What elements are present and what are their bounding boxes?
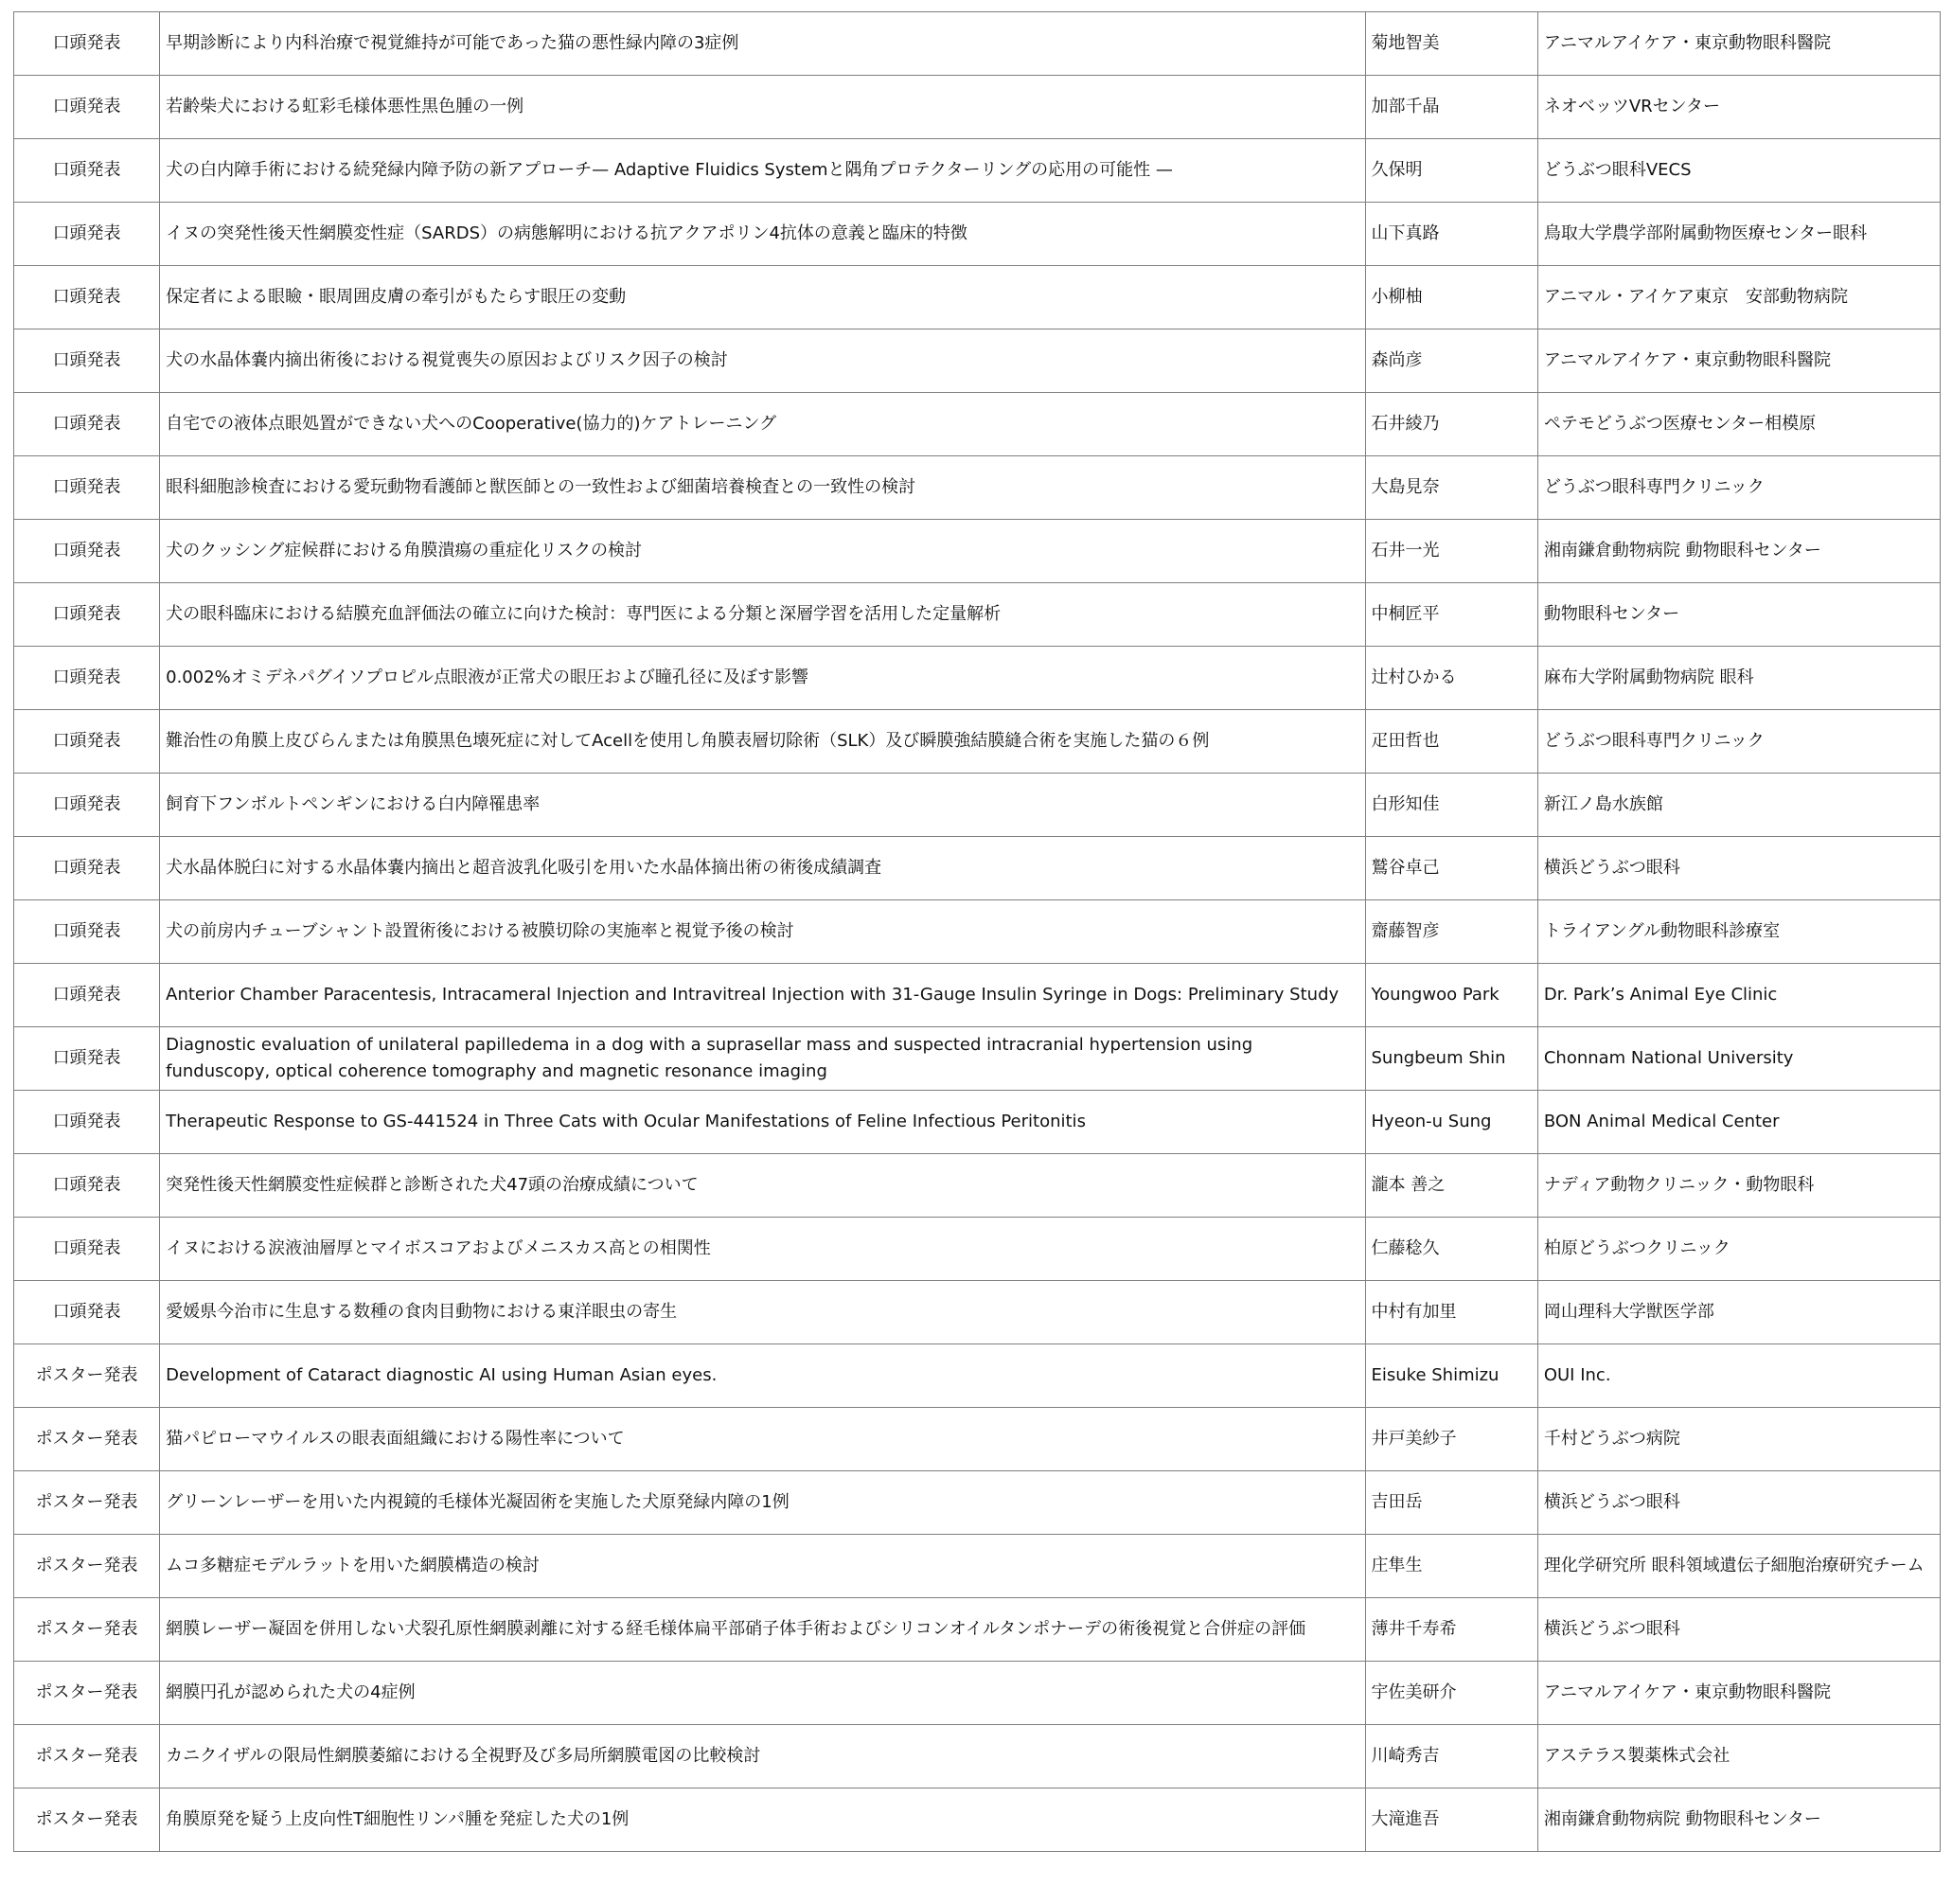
presenter-name-cell: 仁藤稔久 xyxy=(1365,1218,1537,1281)
presenter-name-cell: 薄井千寿希 xyxy=(1365,1598,1537,1662)
presenter-name-cell: 辻村ひかる xyxy=(1365,647,1537,710)
presentation-title-cell: 愛媛県今治市に生息する数種の食肉目動物における東洋眼虫の寄生 xyxy=(160,1281,1365,1344)
presentation-type-cell: 口頭発表 xyxy=(14,520,160,583)
table-row xyxy=(14,76,1941,139)
presentation-type-cell: 口頭発表 xyxy=(14,203,160,266)
table-row xyxy=(14,647,1941,710)
presentation-type-cell: 口頭発表 xyxy=(14,583,160,647)
presentation-title-cell: 角膜原発を疑う上皮向性T細胞性リンパ腫を発症した犬の1例 xyxy=(160,1788,1365,1852)
table-row xyxy=(14,1027,1941,1091)
presenter-name-cell: Hyeon-u Sung xyxy=(1365,1091,1537,1154)
presentation-title-cell: 犬の眼科臨床における結膜充血評価法の確立に向けた検討：専門医による分類と深層学習を活用した定量解析 xyxy=(160,583,1365,647)
presentation-title-cell: イヌにおける涙液油層厚とマイボスコアおよびメニスカス高との相関性 xyxy=(160,1218,1365,1281)
affiliation-cell: 横浜どうぶつ眼科 xyxy=(1537,1598,1940,1662)
table-row xyxy=(14,710,1941,774)
presenter-name-cell: Eisuke Shimizu xyxy=(1365,1344,1537,1408)
presenter-name-cell: 大島見奈 xyxy=(1365,456,1537,520)
presentation-title-cell: Diagnostic evaluation of unilateral papilledema in a dog with a suprasellar mass and suspected intracranial hypertension using funduscopy, optical coherence tomography and magnetic resonance imaging xyxy=(160,1027,1365,1091)
affiliation-cell: どうぶつ眼科専門クリニック xyxy=(1537,710,1940,774)
presentation-title-cell: 若齢柴犬における虹彩毛様体悪性黒色腫の一例 xyxy=(160,76,1365,139)
presentation-type-cell: 口頭発表 xyxy=(14,1281,160,1344)
presenter-name-cell: 井戸美紗子 xyxy=(1365,1408,1537,1471)
table-row xyxy=(14,203,1941,266)
presenter-name-cell: 白形知佳 xyxy=(1365,774,1537,837)
affiliation-cell: 理化学研究所 眼科領域遺伝子細胞治療研究チーム xyxy=(1537,1535,1940,1598)
presentation-type-cell: 口頭発表 xyxy=(14,1154,160,1218)
presentation-type-cell: 口頭発表 xyxy=(14,774,160,837)
presentation-title-cell: 早期診断により内科治療で視覚維持が可能であった猫の悪性緑内障の3症例 xyxy=(160,12,1365,76)
presentation-title-cell: Anterior Chamber Paracentesis, Intracameral Injection and Intravitreal Injection with 31-Gauge Insulin Syringe in Dogs: Preliminary Study xyxy=(160,964,1365,1027)
presentation-title-cell: 保定者による眼瞼・眼周囲皮膚の牽引がもたらす眼圧の変動 xyxy=(160,266,1365,329)
presenter-name-cell: 大滝進吾 xyxy=(1365,1788,1537,1852)
table-row xyxy=(14,1662,1941,1725)
presentation-type-cell: ポスター発表 xyxy=(14,1471,160,1535)
table-row xyxy=(14,329,1941,393)
table-row xyxy=(14,1788,1941,1852)
table-row xyxy=(14,12,1941,76)
affiliation-cell: 新江ノ島水族館 xyxy=(1537,774,1940,837)
table-row xyxy=(14,520,1941,583)
table-row xyxy=(14,1471,1941,1535)
presentation-type-cell: 口頭発表 xyxy=(14,837,160,900)
presentation-type-cell: ポスター発表 xyxy=(14,1408,160,1471)
presentation-type-cell: ポスター発表 xyxy=(14,1535,160,1598)
presenter-name-cell: 齋藤智彦 xyxy=(1365,900,1537,964)
affiliation-cell: アニマルアイケア・東京動物眼科醫院 xyxy=(1537,329,1940,393)
table-row xyxy=(14,964,1941,1027)
table-row xyxy=(14,1408,1941,1471)
affiliation-cell: 横浜どうぶつ眼科 xyxy=(1537,837,1940,900)
presenter-name-cell: 疋田哲也 xyxy=(1365,710,1537,774)
presentation-type-cell: 口頭発表 xyxy=(14,139,160,203)
presentation-title-cell: 突発性後天性網膜変性症候群と診断された犬47頭の治療成績について xyxy=(160,1154,1365,1218)
presentation-title-cell: 犬の水晶体嚢内摘出術後における視覚喪失の原因およびリスク因子の検討 xyxy=(160,329,1365,393)
presentation-type-cell: 口頭発表 xyxy=(14,964,160,1027)
presentation-title-cell: グリーンレーザーを用いた内視鏡的毛様体光凝固術を実施した犬原発緑内障の1例 xyxy=(160,1471,1365,1535)
presenter-name-cell: 山下真路 xyxy=(1365,203,1537,266)
presenter-name-cell: Youngwoo Park xyxy=(1365,964,1537,1027)
presentation-type-cell: 口頭発表 xyxy=(14,647,160,710)
presenter-name-cell: 加部千晶 xyxy=(1365,76,1537,139)
presentation-title-cell: 猫パピローマウイルスの眼表面組織における陽性率について xyxy=(160,1408,1365,1471)
affiliation-cell: どうぶつ眼科VECS xyxy=(1537,139,1940,203)
presentation-table-body xyxy=(14,12,1941,1852)
presenter-name-cell: Sungbeum Shin xyxy=(1365,1027,1537,1091)
presenter-name-cell: 川崎秀吉 xyxy=(1365,1725,1537,1788)
presentation-type-cell: 口頭発表 xyxy=(14,393,160,456)
presentation-title-cell: 犬の白内障手術における続発緑内障予防の新アプローチ— Adaptive Fluidics Systemと隅角プロテクターリングの応用の可能性 — xyxy=(160,139,1365,203)
affiliation-cell: アニマル・アイケア東京 安部動物病院 xyxy=(1537,266,1940,329)
presentation-title-cell: 自宅での液体点眼処置ができない犬へのCooperative(協力的)ケアトレーニング xyxy=(160,393,1365,456)
table-row xyxy=(14,1091,1941,1154)
presenter-name-cell: 中桐匠平 xyxy=(1365,583,1537,647)
affiliation-cell: アステラス製薬株式会社 xyxy=(1537,1725,1940,1788)
affiliation-cell: 横浜どうぶつ眼科 xyxy=(1537,1471,1940,1535)
presentation-type-cell: 口頭発表 xyxy=(14,266,160,329)
presentation-type-cell: 口頭発表 xyxy=(14,1218,160,1281)
presentation-title-cell: 難治性の角膜上皮びらんまたは角膜黒色壊死症に対してAcellを使用し角膜表層切除術（SLK）及び瞬膜強結膜縫合術を実施した猫の６例 xyxy=(160,710,1365,774)
presenter-name-cell: 菊地智美 xyxy=(1365,12,1537,76)
presenter-name-cell: 吉田岳 xyxy=(1365,1471,1537,1535)
affiliation-cell: 千村どうぶつ病院 xyxy=(1537,1408,1940,1471)
affiliation-cell: 柏原どうぶつクリニック xyxy=(1537,1218,1940,1281)
presentation-type-cell: ポスター発表 xyxy=(14,1725,160,1788)
affiliation-cell: ナディア動物クリニック・動物眼科 xyxy=(1537,1154,1940,1218)
presentation-type-cell: ポスター発表 xyxy=(14,1344,160,1408)
presenter-name-cell: 森尚彦 xyxy=(1365,329,1537,393)
table-row xyxy=(14,1154,1941,1218)
presentation-title-cell: 網膜円孔が認められた犬の4症例 xyxy=(160,1662,1365,1725)
table-row xyxy=(14,393,1941,456)
table-row xyxy=(14,1598,1941,1662)
presentation-type-cell: 口頭発表 xyxy=(14,12,160,76)
presentation-type-cell: ポスター発表 xyxy=(14,1598,160,1662)
affiliation-cell: 湘南鎌倉動物病院 動物眼科センター xyxy=(1537,520,1940,583)
presenter-name-cell: 庄隼生 xyxy=(1365,1535,1537,1598)
presentation-title-cell: 網膜レーザー凝固を併用しない犬裂孔原性網膜剥離に対する経毛様体扁平部硝子体手術およびシリコンオイルタンポナーデの術後視覚と合併症の評価 xyxy=(160,1598,1365,1662)
table-row xyxy=(14,1218,1941,1281)
presentation-title-cell: 0.002%オミデネパグイソプロピル点眼液が正常犬の眼圧および瞳孔径に及ぼす影響 xyxy=(160,647,1365,710)
presentation-title-cell: ムコ多糖症モデルラットを用いた網膜構造の検討 xyxy=(160,1535,1365,1598)
presentation-title-cell: 飼育下フンボルトペンギンにおける白内障罹患率 xyxy=(160,774,1365,837)
presentation-title-cell: イヌの突発性後天性網膜変性症（SARDS）の病態解明における抗アクアポリン4抗体の意義と臨床的特徴 xyxy=(160,203,1365,266)
presentation-type-cell: 口頭発表 xyxy=(14,456,160,520)
presentation-title-cell: カニクイザルの限局性網膜萎縮における全視野及び多局所網膜電図の比較検討 xyxy=(160,1725,1365,1788)
presentation-type-cell: 口頭発表 xyxy=(14,900,160,964)
affiliation-cell: どうぶつ眼科専門クリニック xyxy=(1537,456,1940,520)
affiliation-cell: BON Animal Medical Center xyxy=(1537,1091,1940,1154)
presenter-name-cell: 鷲谷卓己 xyxy=(1365,837,1537,900)
table-row xyxy=(14,774,1941,837)
presentation-type-cell: ポスター発表 xyxy=(14,1788,160,1852)
presentation-table xyxy=(13,11,1941,1852)
presentation-title-cell: 犬水晶体脱臼に対する水晶体嚢内摘出と超音波乳化吸引を用いた水晶体摘出術の術後成績調査 xyxy=(160,837,1365,900)
affiliation-cell: 鳥取大学農学部附属動物医療センター眼科 xyxy=(1537,203,1940,266)
presentation-type-cell: 口頭発表 xyxy=(14,1027,160,1091)
affiliation-cell: 動物眼科センター xyxy=(1537,583,1940,647)
affiliation-cell: Chonnam National University xyxy=(1537,1027,1940,1091)
affiliation-cell: Dr. Park’s Animal Eye Clinic xyxy=(1537,964,1940,1027)
presenter-name-cell: 宇佐美研介 xyxy=(1365,1662,1537,1725)
affiliation-cell: 麻布大学附属動物病院 眼科 xyxy=(1537,647,1940,710)
affiliation-cell: 湘南鎌倉動物病院 動物眼科センター xyxy=(1537,1788,1940,1852)
affiliation-cell: トライアングル動物眼科診療室 xyxy=(1537,900,1940,964)
table-row xyxy=(14,583,1941,647)
table-row xyxy=(14,266,1941,329)
presentation-title-cell: 眼科細胞診検査における愛玩動物看護師と獣医師との一致性および細菌培養検査との一致性の検討 xyxy=(160,456,1365,520)
presenter-name-cell: 石井綾乃 xyxy=(1365,393,1537,456)
presentation-title-cell: Development of Cataract diagnostic AI using Human Asian eyes. xyxy=(160,1344,1365,1408)
table-row xyxy=(14,1344,1941,1408)
presentation-type-cell: 口頭発表 xyxy=(14,76,160,139)
presenter-name-cell: 小柳柚 xyxy=(1365,266,1537,329)
affiliation-cell: 岡山理科大学獣医学部 xyxy=(1537,1281,1940,1344)
table-row xyxy=(14,1535,1941,1598)
table-row xyxy=(14,139,1941,203)
table-row xyxy=(14,837,1941,900)
presenter-name-cell: 久保明 xyxy=(1365,139,1537,203)
presentation-type-cell: 口頭発表 xyxy=(14,1091,160,1154)
presentation-type-cell: ポスター発表 xyxy=(14,1662,160,1725)
presentation-title-cell: 犬の前房内チューブシャント設置術後における被膜切除の実施率と視覚予後の検討 xyxy=(160,900,1365,964)
table-row xyxy=(14,1281,1941,1344)
presentation-type-cell: 口頭発表 xyxy=(14,710,160,774)
affiliation-cell: アニマルアイケア・東京動物眼科醫院 xyxy=(1537,1662,1940,1725)
affiliation-cell: ネオベッツVRセンター xyxy=(1537,76,1940,139)
affiliation-cell: アニマルアイケア・東京動物眼科醫院 xyxy=(1537,12,1940,76)
presenter-name-cell: 中村有加里 xyxy=(1365,1281,1537,1344)
table-row xyxy=(14,900,1941,964)
presentation-title-cell: 犬のクッシング症候群における角膜潰瘍の重症化リスクの検討 xyxy=(160,520,1365,583)
affiliation-cell: OUI Inc. xyxy=(1537,1344,1940,1408)
presentation-title-cell: Therapeutic Response to GS-441524 in Three Cats with Ocular Manifestations of Feline Infectious Peritonitis xyxy=(160,1091,1365,1154)
table-row xyxy=(14,456,1941,520)
table-row xyxy=(14,1725,1941,1788)
presenter-name-cell: 瀧本 善之 xyxy=(1365,1154,1537,1218)
presentation-type-cell: 口頭発表 xyxy=(14,329,160,393)
presenter-name-cell: 石井一光 xyxy=(1365,520,1537,583)
affiliation-cell: ペテモどうぶつ医療センター相模原 xyxy=(1537,393,1940,456)
